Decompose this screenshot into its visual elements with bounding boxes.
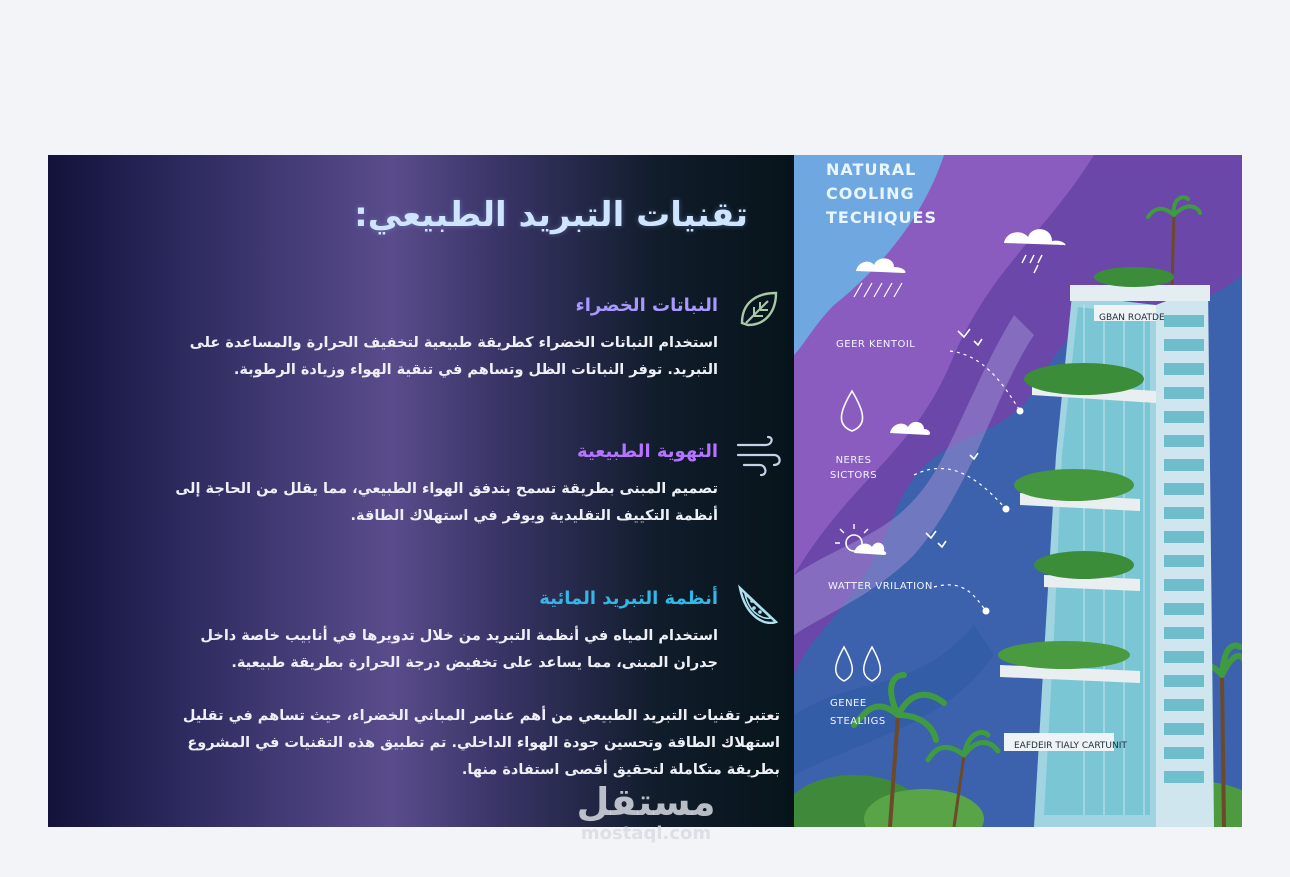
section-body: استخدام المياه في أنظمة التبريد من خلال تدويرها في أنابيب خاصة داخل جدران المبنى، مما يساعد على تخفيض درجة الحرارة بطريقة طبيعية.: [200, 628, 718, 671]
poster-label: NERES SICTORS: [830, 455, 878, 481]
watermark-arabic: مستقل: [576, 780, 716, 824]
section-green-plants: [158, 295, 718, 384]
section-heading: النباتات الخضراء: [575, 295, 718, 316]
slide: [48, 155, 1242, 827]
watermelon-icon: [736, 582, 782, 624]
section-water-cooling: [158, 588, 718, 677]
summary-paragraph: تعتبر تقنيات التبريد الطبيعي من أهم عناصر المباني الخضراء، حيث تساهم في تقليل استهلاك الطاقة وتحسين جودة الهواء الداخلي. تم تطبيق هذه التقنيات في المشروع بطريقة متكاملة لتحقيق أقصى استفادة منها.: [182, 708, 780, 778]
poster-label: GENEE STEALIIGS: [830, 698, 886, 727]
poster-label: GEER KENTOIL: [836, 339, 916, 350]
illustration-panel: [794, 155, 1242, 827]
building-sign-bottom: EAFDEIR TIALY CARTUNIT: [1014, 741, 1127, 751]
watermark-latin: mostaql.com: [580, 823, 712, 844]
watermark: [566, 780, 726, 844]
leaf-icon: [736, 289, 782, 331]
text-panel: [48, 155, 794, 827]
poster-label: WATTER VRILATION: [828, 581, 933, 592]
building-sign-top: GBAN ROATDE: [1099, 313, 1165, 323]
section-heading: أنظمة التبريد المائية: [539, 588, 718, 609]
wind-icon: [736, 435, 782, 477]
section-heading: التهوية الطبيعية: [577, 441, 718, 462]
section-body: استخدام النباتات الخضراء كطريقة طبيعية لتخفيف الحرارة والمساعدة على التبريد. توفر النباتات الظل وتساهم في تنقية الهواء وزيادة الرطوبة.: [189, 335, 718, 378]
section-body: تصميم المبنى بطريقة تسمح بتدفق الهواء الطبيعي، مما يقلل من الحاجة إلى أنظمة التكييف التقليدية ويوفر في استهلاك الطاقة.: [175, 481, 718, 524]
poster-title: NATURAL COOLING TECHIQUES: [826, 160, 937, 227]
section-natural-ventilation: [158, 441, 718, 530]
slide-title: تقنيات التبريد الطبيعي:: [354, 195, 748, 235]
